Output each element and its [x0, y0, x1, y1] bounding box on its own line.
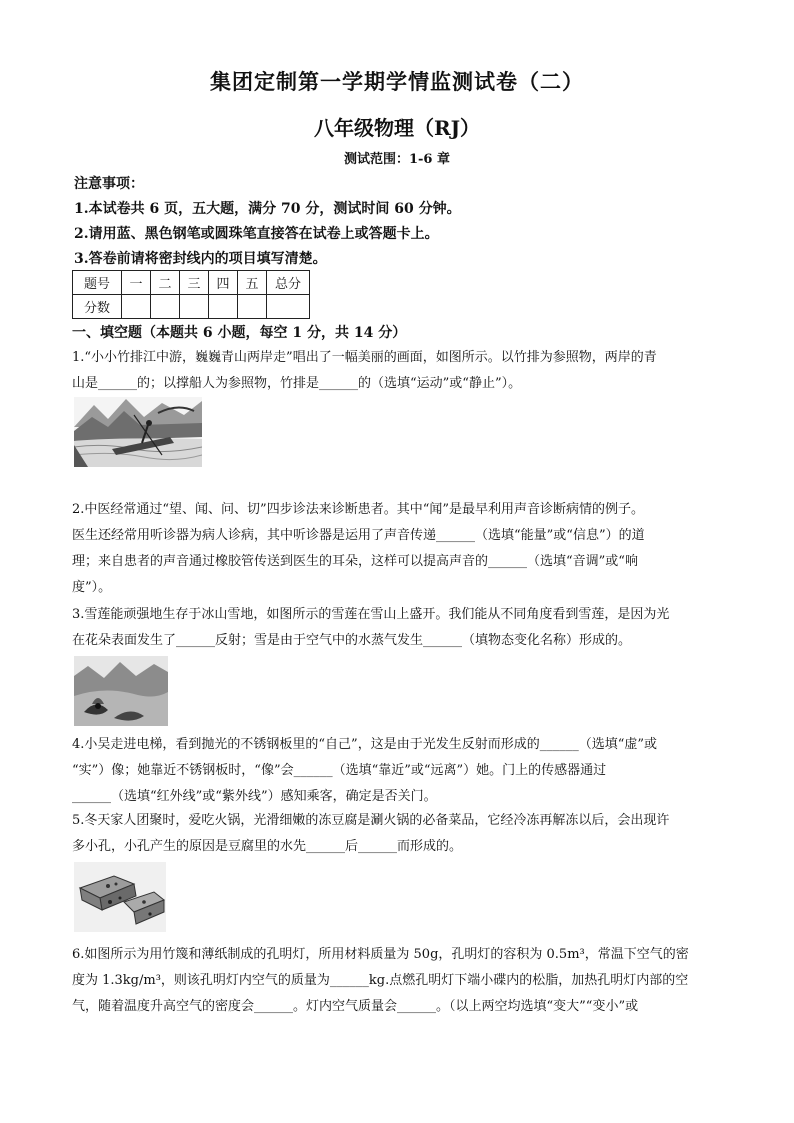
score-cell: 一 — [122, 271, 151, 295]
score-table — [72, 270, 310, 319]
score-table-score-row — [73, 295, 310, 319]
question-5 — [72, 808, 724, 860]
score-cell: 总分 — [267, 271, 310, 295]
question-line: 2.中医经常通过“望、闻、问、切”四步诊法来诊断患者。其中“闻”是最早利用声音诊断病情的例子。 — [72, 502, 644, 517]
score-cell: 四 — [209, 271, 238, 295]
score-input-cell[interactable] — [209, 295, 238, 319]
question-1 — [72, 345, 724, 397]
question-line: 度为 1.3kg/m³，则该孔明灯内空气的质量为______kg.点燃孔明灯下端小碟内的松脂，加热孔明灯内部的空 — [72, 973, 689, 988]
score-cell: 五 — [238, 271, 267, 295]
bamboo-raft-picture — [74, 397, 202, 467]
notes-item: 3.答卷前请将密封线内的项目填写清楚。 — [74, 251, 327, 267]
question-line: 山是______的；以撑船人为参照物，竹排是______的（选填“运动”或“静止”）。 — [72, 376, 522, 391]
score-cell: 三 — [180, 271, 209, 295]
question-line: ______（选填“红外线”或“紫外线”）感知乘客，确定是否关门。 — [72, 789, 437, 804]
question-line: “实”）像；她靠近不锈钢板时，“像”会______（选填“靠近”或“远离”）她。门上的传感器通过 — [72, 763, 607, 778]
notes-item: 1.本试卷共 6 页，五大题，满分 70 分，测试时间 60 分钟。 — [74, 201, 461, 217]
exam-title: 集团定制第一学期学情监测试卷（二） — [210, 69, 584, 94]
notes-heading: 注意事项： — [74, 176, 144, 192]
score-input-cell[interactable] — [151, 295, 180, 319]
score-input-cell[interactable] — [122, 295, 151, 319]
question-line: 气，随着温度升高空气的密度会______。灯内空气质量会______。（以上两空均选填“变大”“变小”或 — [72, 999, 639, 1014]
question-line: 度”）。 — [72, 580, 112, 595]
score-cell: 二 — [151, 271, 180, 295]
question-line: 医生还经常用听诊器为病人诊病，其中听诊器是运用了声音传递______（选填“能量”或“信息”）的道 — [72, 528, 645, 543]
frozen-tofu-picture — [74, 862, 166, 932]
score-table-header-row — [73, 271, 310, 295]
question-6 — [72, 942, 724, 1020]
question-line: 1.“小小竹排江中游，巍巍青山两岸走”唱出了一幅美丽的画面，如图所示。以竹排为参照物，两岸的青 — [72, 350, 657, 365]
question-3 — [72, 602, 724, 654]
question-line: 理；来自患者的声音通过橡胶管传送到医生的耳朵，这样可以提高声音的______（选填“音调”或“响 — [72, 554, 638, 569]
score-input-cell[interactable] — [238, 295, 267, 319]
question-line: 多小孔，小孔产生的原因是豆腐里的水先______后______而形成的。 — [72, 839, 463, 854]
exam-subtitle: 八年级物理（RJ） — [313, 116, 481, 140]
question-line: 6.如图所示为用竹篾和薄纸制成的孔明灯，所用材料质量为 50g，孔明灯的容积为 0.5m³，常温下空气的密 — [72, 947, 689, 962]
test-scope: 测试范围：1-6 章 — [343, 152, 450, 167]
question-line: 3.雪莲能顽强地生存于冰山雪地，如图所示的雪莲在雪山上盛开。我们能从不同角度看到雪莲，是因为光 — [72, 607, 670, 622]
question-line: 5.冬天家人团聚时，爱吃火锅，光滑细嫩的冻豆腐是涮火锅的必备菜品，它经冷冻再解冻以后，会出现许 — [72, 813, 670, 828]
snow-lotus-picture — [74, 656, 168, 726]
notes-item: 2.请用蓝、黑色钢笔或圆珠笔直接答在试卷上或答题卡上。 — [74, 226, 439, 242]
question-4 — [72, 732, 724, 810]
score-input-cell[interactable] — [180, 295, 209, 319]
score-cell: 题号 — [73, 271, 122, 295]
question-line: 4.小吴走进电梯，看到抛光的不锈钢板里的“自己”，这是由于光发生反射而形成的______（选填“虚”或 — [72, 737, 657, 752]
notes-block — [74, 172, 734, 272]
score-cell: 分数 — [73, 295, 122, 319]
section-title: 一、填空题（本题共 6 小题，每空 1 分，共 14 分） — [72, 325, 407, 341]
score-input-cell[interactable] — [267, 295, 310, 319]
question-2 — [72, 497, 724, 601]
question-line: 在花朵表面发生了______反射；雪是由于空气中的水蒸气发生______（填物态变化名称）形成的。 — [72, 633, 632, 648]
